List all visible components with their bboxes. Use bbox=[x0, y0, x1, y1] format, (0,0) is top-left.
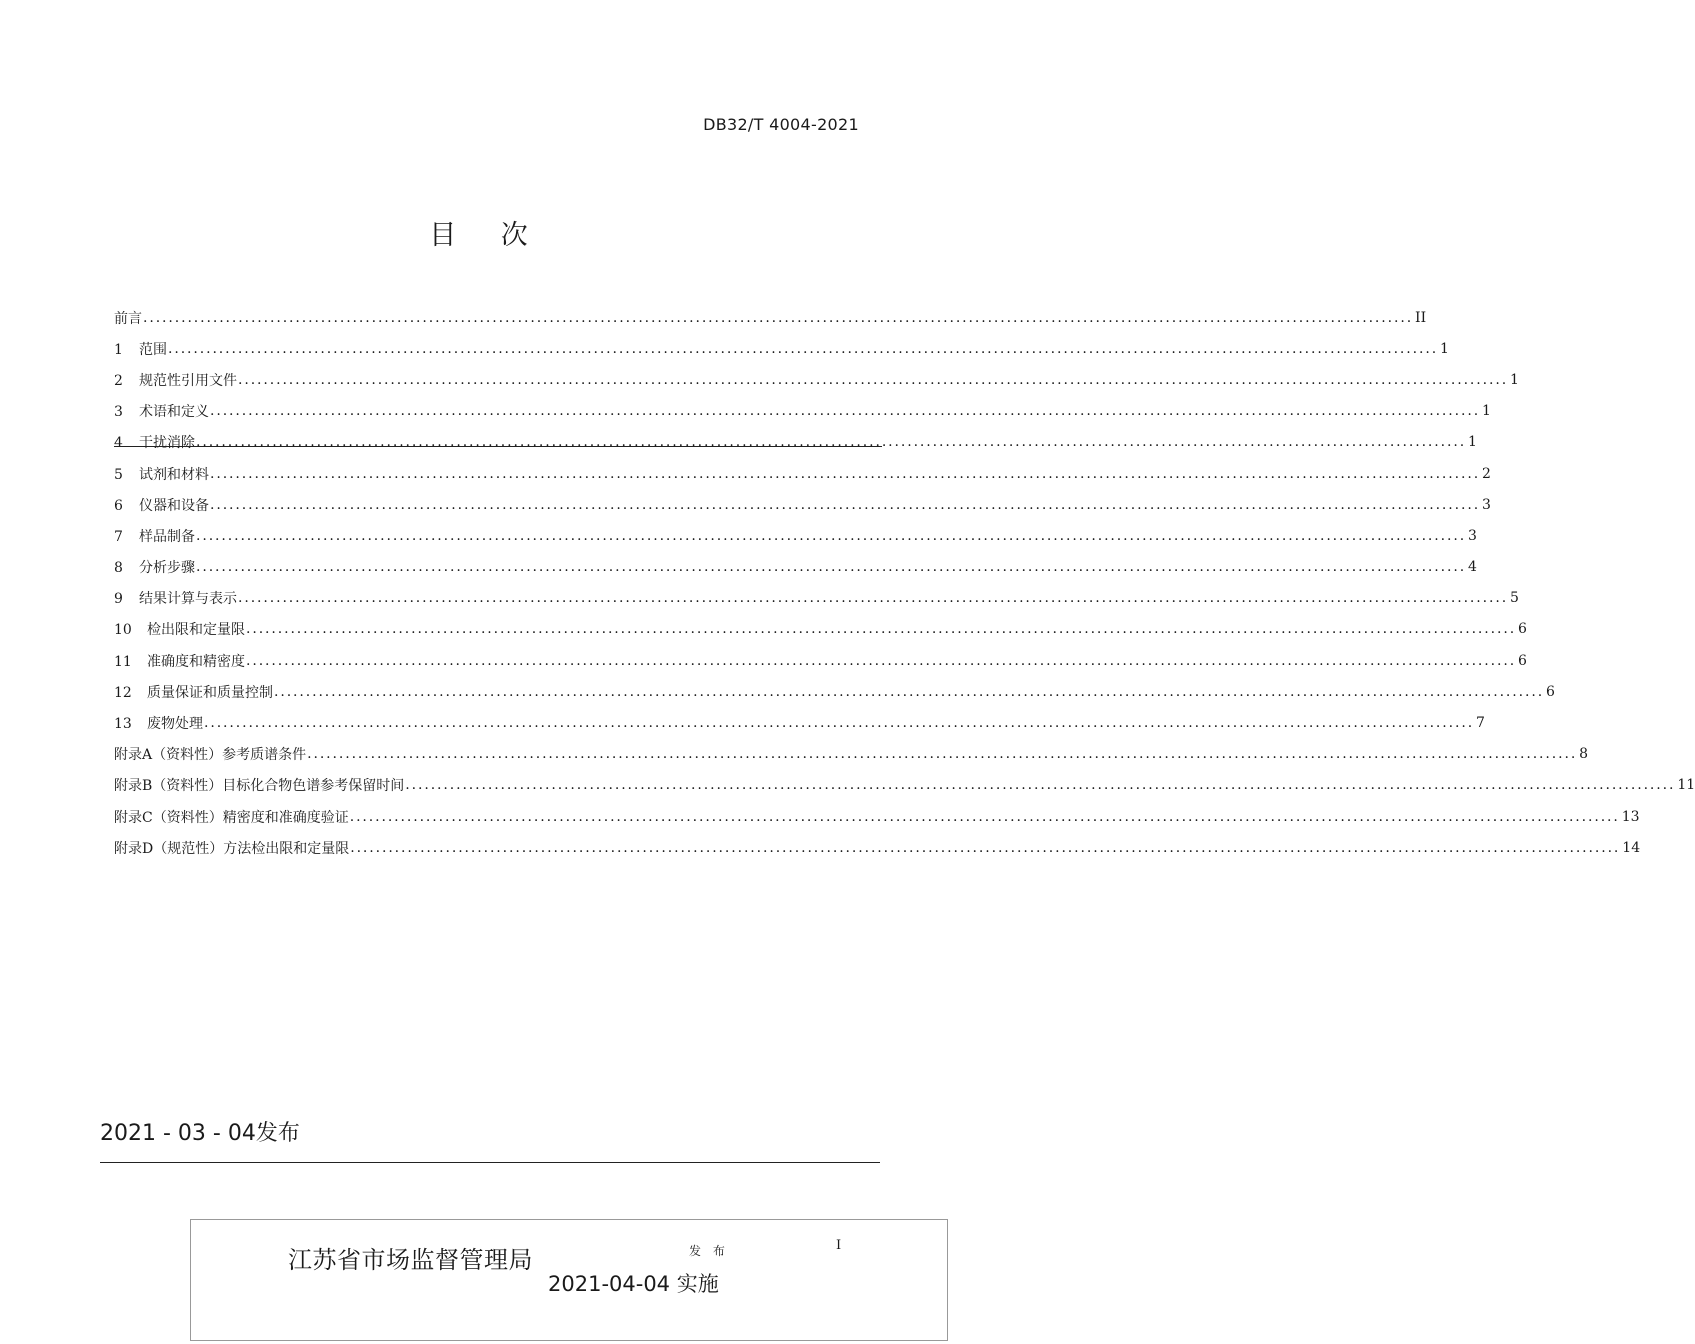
toc-entry[interactable] bbox=[114, 739, 1589, 770]
toc-entry-label bbox=[114, 838, 349, 858]
toc-entry-text: 分析步骤 bbox=[139, 560, 195, 577]
toc-entry-label bbox=[114, 495, 209, 515]
toc-entry-label bbox=[114, 651, 245, 671]
toc-entry-label bbox=[114, 807, 349, 827]
toc-entry-text: 检出限和定量限 bbox=[147, 622, 245, 639]
toc-entry-page: 1 bbox=[1440, 340, 1449, 357]
toc-entry[interactable] bbox=[114, 614, 1527, 645]
toc-entry-number: 10 bbox=[114, 622, 132, 639]
toc-entry[interactable] bbox=[114, 801, 1640, 832]
issuing-authority: 江苏省市场监督管理局 bbox=[288, 1246, 533, 1274]
toc-entry-number: 6 bbox=[114, 497, 123, 514]
toc-dot-leader: ........................................................................................................................................................................................................ bbox=[238, 371, 1509, 388]
toc-dot-leader: ........................................................................................................................................................................................................ bbox=[246, 652, 1517, 669]
toc-dot-leader: ........................................................................................................................................................................................................ bbox=[210, 465, 1481, 482]
toc-entry-page: 11 bbox=[1677, 777, 1695, 794]
toc-entry-text: 附录D（规范性）方法检出限和定量限 bbox=[114, 840, 350, 857]
toc-entry-text: 结果计算与表示 bbox=[139, 591, 237, 608]
toc-entry[interactable] bbox=[114, 707, 1485, 738]
toc-dot-leader: ........................................................................................................................................................................................................ bbox=[196, 527, 1467, 544]
toc-entry-page: 8 bbox=[1579, 746, 1589, 763]
toc-dot-leader: ........................................................................................................................................................................................................ bbox=[349, 808, 1620, 825]
toc-entry-text: 干扰消除 bbox=[139, 435, 195, 452]
toc-entry-number: 3 bbox=[114, 404, 123, 421]
toc-dot-leader: ........................................................................................................................................................................................................ bbox=[210, 403, 1481, 420]
toc-entry-label bbox=[114, 308, 142, 328]
toc-entry-page: 4 bbox=[1468, 559, 1477, 576]
toc-entry-text: 附录B（资料性）目标化合物色谱参考保留时间 bbox=[114, 778, 405, 795]
toc-entry-number: 2 bbox=[114, 372, 123, 389]
toc-entry-number: 11 bbox=[114, 653, 132, 670]
issue-date: 2021 - 03 - 04发布 bbox=[100, 1121, 300, 1146]
toc-entry-number: 13 bbox=[114, 716, 132, 733]
toc-entry[interactable] bbox=[114, 552, 1477, 583]
toc-entry-page: 7 bbox=[1476, 715, 1485, 732]
toc-entry-page: 1 bbox=[1510, 371, 1519, 388]
toc-dot-leader: ........................................................................................................................................................................................................ bbox=[274, 683, 1545, 700]
toc-entry-page: 5 bbox=[1510, 590, 1519, 607]
toc-entry-page: 1 bbox=[1482, 403, 1491, 420]
toc-entry-label bbox=[114, 682, 273, 702]
toc-entry-text: 仪器和设备 bbox=[139, 497, 209, 514]
toc-entry-text: 附录C（资料性）精密度和准确度验证 bbox=[114, 809, 349, 826]
toc-entry[interactable] bbox=[114, 427, 1477, 458]
toc-entry-page: II bbox=[1415, 309, 1427, 326]
toc-entry-page: 14 bbox=[1622, 839, 1641, 856]
toc-dot-leader: ........................................................................................................................................................................................................ bbox=[196, 434, 1467, 451]
toc-entry-label bbox=[114, 370, 237, 390]
toc-entry[interactable] bbox=[114, 583, 1519, 614]
toc-entry-text: 准确度和精密度 bbox=[147, 653, 245, 670]
toc-entry[interactable] bbox=[114, 489, 1491, 520]
toc-entry[interactable] bbox=[114, 364, 1519, 395]
toc-entry-text: 术语和定义 bbox=[139, 404, 209, 421]
document-code: DB32/T 4004-2021 bbox=[703, 115, 859, 134]
implementation-date: 2021-04-04 实施 bbox=[548, 1272, 719, 1296]
toc-entry[interactable] bbox=[114, 302, 1427, 333]
toc-dot-leader: ........................................................................................................................................................................................................ bbox=[168, 340, 1439, 357]
toc-entry-label bbox=[114, 557, 195, 577]
toc-entry-page: 6 bbox=[1518, 621, 1527, 638]
toc-dot-leader: ........................................................................................................................................................................................................ bbox=[204, 715, 1475, 732]
toc-title: 目 次 bbox=[429, 220, 546, 251]
toc-entry-number: 8 bbox=[114, 560, 123, 577]
toc-dot-leader: ........................................................................................................................................................................................................ bbox=[350, 839, 1621, 856]
toc-entry[interactable] bbox=[114, 645, 1527, 676]
toc-entry-label bbox=[114, 744, 306, 764]
toc-entry-text: 质量保证和质量控制 bbox=[147, 684, 273, 701]
toc-entry-page: 6 bbox=[1546, 683, 1555, 700]
toc-entry[interactable] bbox=[114, 832, 1641, 863]
publish-label: 发 布 bbox=[689, 1244, 729, 1258]
toc-dot-leader: ........................................................................................................................................................................................................ bbox=[307, 746, 1578, 763]
toc-entry-page: 2 bbox=[1482, 465, 1491, 482]
toc-entry-page: 3 bbox=[1468, 527, 1477, 544]
toc-dot-leader: ........................................................................................................................................................................................................ bbox=[246, 621, 1517, 638]
toc-entry[interactable] bbox=[114, 770, 1695, 801]
toc-entry-label bbox=[114, 713, 203, 733]
toc-entry-label bbox=[114, 464, 209, 484]
toc-entry-label bbox=[114, 339, 167, 359]
toc-entry-number: 7 bbox=[114, 528, 123, 545]
toc-entry-page: 13 bbox=[1621, 808, 1640, 825]
toc-entry-number: 12 bbox=[114, 684, 132, 701]
toc-entry-page: 1 bbox=[1468, 434, 1477, 451]
toc-entry[interactable] bbox=[114, 458, 1491, 489]
toc-dot-leader: ........................................................................................................................................................................................................ bbox=[405, 777, 1676, 794]
toc-entry-label bbox=[114, 432, 195, 452]
toc-entry-text: 样品制备 bbox=[139, 528, 195, 545]
toc-entry[interactable] bbox=[114, 520, 1477, 551]
toc-entry-text: 范围 bbox=[139, 341, 167, 358]
toc-entry[interactable] bbox=[114, 333, 1449, 364]
table-of-contents bbox=[114, 302, 1695, 863]
toc-entry-text: 废物处理 bbox=[147, 716, 203, 733]
toc-dot-leader: ........................................................................................................................................................................................................ bbox=[238, 590, 1509, 607]
toc-entry[interactable] bbox=[114, 676, 1555, 707]
toc-dot-leader: ........................................................................................................................................................................................................ bbox=[196, 559, 1467, 576]
toc-entry-label bbox=[114, 619, 245, 639]
toc-entry-text: 规范性引用文件 bbox=[139, 372, 237, 389]
toc-entry-number: 9 bbox=[114, 591, 123, 608]
toc-entry-label bbox=[114, 588, 237, 608]
toc-entry-page: 6 bbox=[1518, 652, 1527, 669]
toc-entry-number: 1 bbox=[114, 341, 123, 358]
toc-entry[interactable] bbox=[114, 396, 1491, 427]
toc-entry-text: 试剂和材料 bbox=[139, 466, 209, 483]
toc-entry-label bbox=[114, 401, 209, 421]
toc-dot-leader: ........................................................................................................................................................................................................ bbox=[143, 309, 1414, 326]
toc-entry-label bbox=[114, 775, 404, 795]
toc-entry-number: 4 bbox=[114, 435, 123, 452]
page-number: I bbox=[836, 1238, 842, 1253]
toc-entry-label bbox=[114, 526, 195, 546]
toc-dot-leader: ........................................................................................................................................................................................................ bbox=[210, 496, 1481, 513]
toc-entry-number: 5 bbox=[114, 466, 123, 483]
toc-entry-page: 3 bbox=[1482, 496, 1491, 513]
footer-divider-line bbox=[100, 1162, 880, 1163]
divider-line bbox=[114, 446, 882, 447]
toc-entry-text: 附录A（资料性）参考质谱条件 bbox=[114, 747, 307, 764]
toc-entry-text: 前言 bbox=[114, 310, 142, 327]
